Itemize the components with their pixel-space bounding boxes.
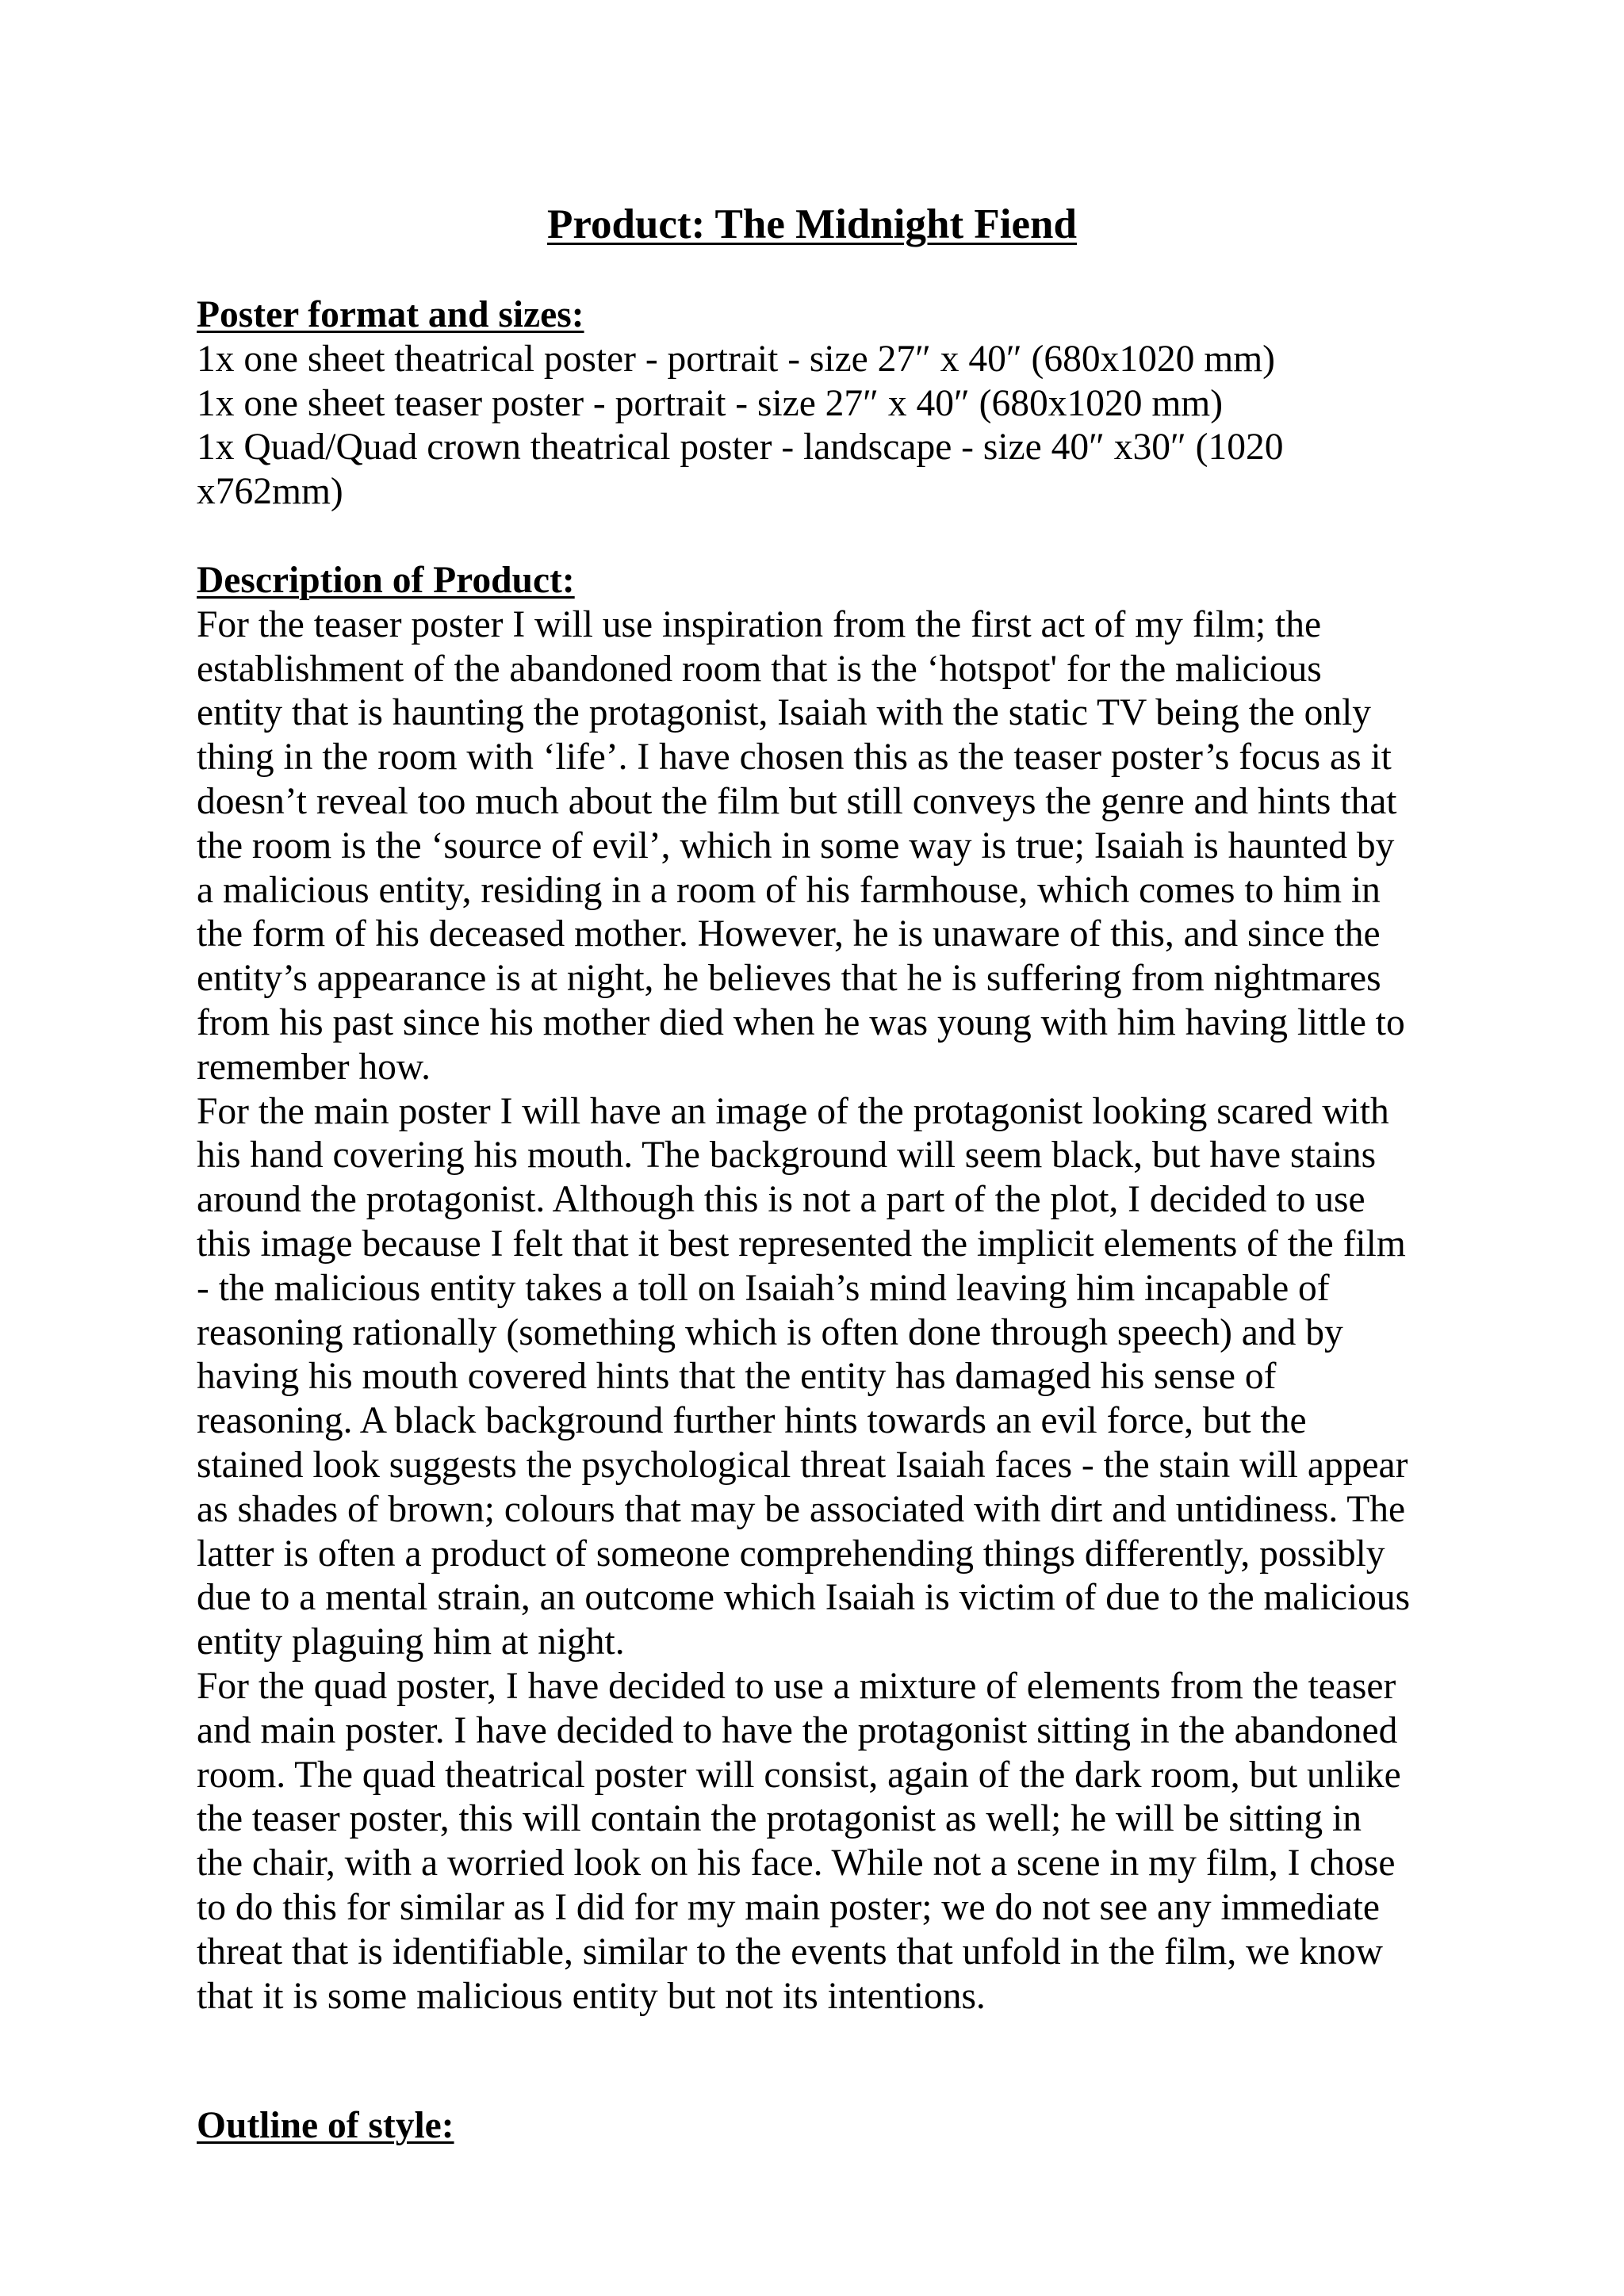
paragraph-line: the form of his deceased mother. However, he is unaware of this, and since the xyxy=(197,913,1381,955)
poster-format-section xyxy=(197,293,1450,515)
document-title: Product: The Midnight Fiend xyxy=(547,201,1077,247)
paragraph-line: thing in the room with ‘life’. I have chosen this as the teaser poster’s focus as it xyxy=(197,737,1392,779)
format-line: 1x one sheet theatrical poster - portrait - size 27″ x 40″ (680x1020 mm) xyxy=(197,338,1275,380)
poster-format-heading: Poster format and sizes: xyxy=(197,294,584,335)
paragraph-line: stained look suggests the psychological threat Isaiah faces - the stain will appear xyxy=(197,1444,1408,1486)
paragraph-line: remember how. xyxy=(197,1046,431,1088)
format-line: x762mm) xyxy=(197,471,343,513)
teaser-poster-paragraph xyxy=(197,603,1450,1090)
paragraph-line: threat that is identifiable, similar to the events that unfold in the film, we know xyxy=(197,1931,1383,1973)
paragraph-line: the chair, with a worried look on his face. While not a scene in my film, I chose xyxy=(197,1843,1396,1885)
paragraph-line: For the quad poster, I have decided to use a mixture of elements from the teaser xyxy=(197,1665,1396,1707)
paragraph-line: - the malicious entity takes a toll on Isaiah’s mind leaving him incapable of xyxy=(197,1267,1330,1309)
paragraph-line: entity that is haunting the protagonist, Isaiah with the static TV being the only xyxy=(197,692,1372,734)
outline-section xyxy=(197,2104,1450,2149)
paragraph-line: and main poster. I have decided to have the protagonist sitting in the abandoned xyxy=(197,1709,1398,1751)
paragraph-line: that it is some malicious entity but not its intentions. xyxy=(197,1975,986,2017)
paragraph-line: reasoning rationally (something which is often done through speech) and by xyxy=(197,1311,1343,1353)
paragraph-line: reasoning. A black background further hints towards an evil force, but the xyxy=(197,1400,1307,1442)
main-poster-paragraph xyxy=(197,1090,1450,1665)
paragraph-line: around the protagonist. Although this is not a part of the plot, I decided to use xyxy=(197,1179,1365,1221)
paragraph-line: from his past since his mother died when he was young with him having little to xyxy=(197,1001,1405,1043)
paragraph-line: this image because I felt that it best represented the implicit elements of the film xyxy=(197,1223,1406,1265)
paragraph-line: For the main poster I will have an image of the protagonist looking scared with xyxy=(197,1090,1389,1132)
paragraph-line: as shades of brown; colours that may be associated with dirt and untidiness. The xyxy=(197,1488,1406,1530)
outline-heading: Outline of style: xyxy=(197,2105,454,2146)
format-line: 1x Quad/Quad crown theatrical poster - landscape - size 40″ x30″ (1020 xyxy=(197,427,1284,469)
paragraph-line: establishment of the abandoned room that is the ‘hotspot' for the malicious xyxy=(197,648,1322,690)
description-heading: Description of Product: xyxy=(197,560,575,601)
paragraph-line: a malicious entity, residing in a room of his farmhouse, which comes to him in xyxy=(197,869,1381,911)
paragraph-line: latter is often a product of someone comprehending things differently, possibly xyxy=(197,1533,1385,1575)
paragraph-line: having his mouth covered hints that the entity has damaged his sense of xyxy=(197,1356,1277,1398)
paragraph-line: entity plaguing him at night. xyxy=(197,1621,625,1663)
paragraph-line: to do this for similar as I did for my main poster; we do not see any immediate xyxy=(197,1886,1380,1928)
paragraph-line: doesn’t reveal too much about the film but still conveys the genre and hints that xyxy=(197,780,1397,822)
paragraph-line: due to a mental strain, an outcome which Isaiah is victim of due to the malicious xyxy=(197,1577,1411,1619)
paragraph-line: the room is the ‘source of evil’, which in some way is true; Isaiah is haunted by xyxy=(197,825,1395,867)
format-line: 1x one sheet teaser poster - portrait - size 27″ x 40″ (680x1020 mm) xyxy=(197,382,1224,424)
description-section xyxy=(197,559,1450,2019)
paragraph-line: the teaser poster, this will contain the protagonist as well; he will be sitting in xyxy=(197,1798,1362,1840)
paragraph-line: entity’s appearance is at night, he believes that he is suffering from nightmares xyxy=(197,958,1381,1000)
paragraph-line: For the teaser poster I will use inspiration from the first act of my film; the xyxy=(197,603,1322,645)
quad-poster-paragraph xyxy=(197,1665,1450,2019)
paragraph-line: room. The quad theatrical poster will consist, again of the dark room, but unlike xyxy=(197,1754,1401,1796)
paragraph-line: his hand covering his mouth. The background will seem black, but have stains xyxy=(197,1135,1377,1177)
